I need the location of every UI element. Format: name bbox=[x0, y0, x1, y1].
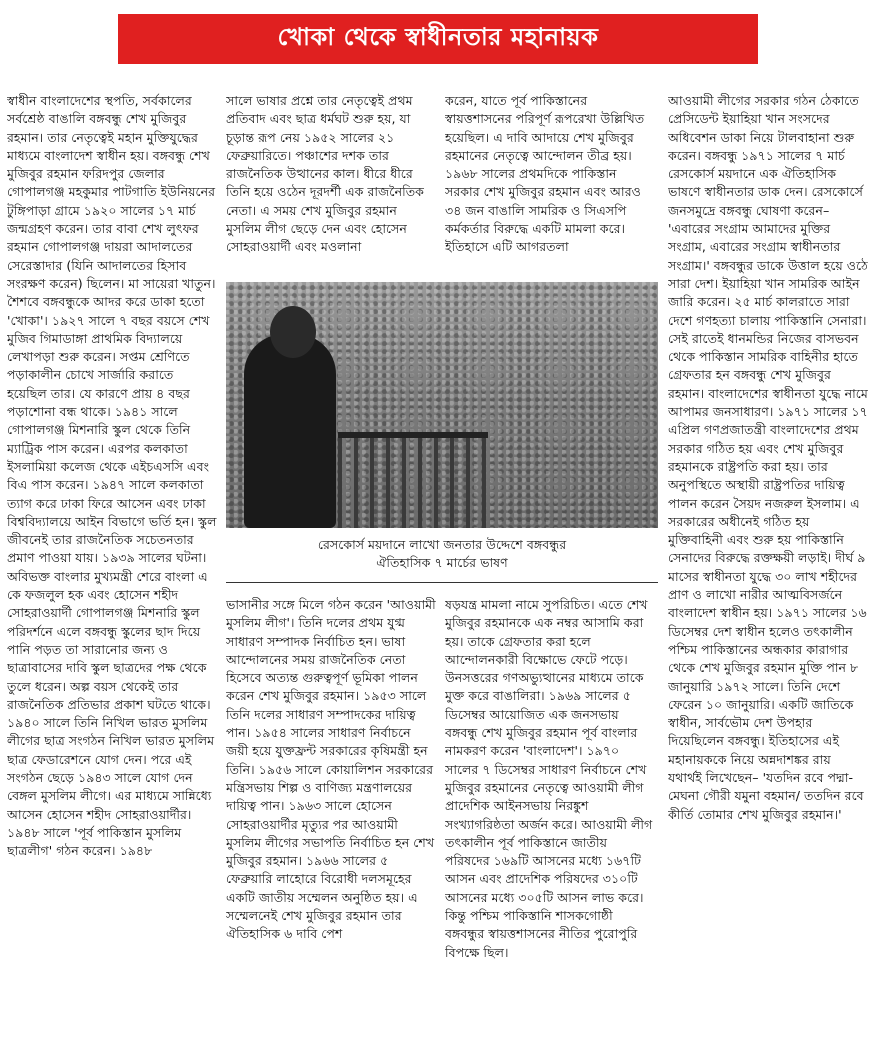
article-column-3-bottom bbox=[445, 596, 655, 1036]
column-text: আওয়ামী লীগের সরকার গঠন ঠেকাতে প্রেসিডেন্ট ইয়াহিয়া খান সংসদের অধিবেশন ডাকা নিয়ে টালবাহানা শুরু করেন। বঙ্গবন্ধু ১৯৭১ সালের ৭ মার্চ রেসকোর্স ময়দানে এক ঐতিহাসিক ভাষণে স্বাধীনতার ডাক দেন। রেসকোর্সে জনসমুদ্রে বঙ্গবন্ধু ঘোষণা করেন– 'এবারের সংগ্রাম আমাদের মুক্তির সংগ্রাম, এবারের সংগ্রাম স্বাধীনতার সংগ্রাম।' বঙ্গবন্ধুর ডাকে উত্তাল হয়ে ওঠে সারা দেশ। ইয়াহিয়া খান সামরিক আইন জারি করেন। ২৫ মার্চ কালরাতে সারা দেশে গণহত্যা চালায় পাকিস্তানি সেনারা। সেই রাতেই ধানমন্ডির নিজের বাসভবন থেকে পাকিস্তান সামরিক বাহিনীর হাতে গ্রেফতার হন বঙ্গবন্ধু শেখ মুজিবুর রহমান। বাংলাদেশের স্বাধীনতা যুদ্ধে নামে আপামর জনসাধারণ। ১৯৭১ সালের ১৭ এপ্রিল গণপ্রজাতন্ত্রী বাংলাদেশের প্রথম সরকার গঠিত হয় এবং শেখ মুজিবুর রহমানকে রাষ্ট্রপতি করা হয়। তার অনুপস্থিতে অস্থায়ী রাষ্ট্রপতির দায়িত্ব পালন করেন সৈয়দ নজরুল ইসলাম। এ সরকারের অধীনেই গঠিত হয় মুক্তিবাহিনী এবং শুরু হয় পাকিস্তানি সেনাদের বিরুদ্ধে রক্তক্ষয়ী লড়াই। দীর্ঘ ৯ মাসের স্বাধীনতা যুদ্ধে ৩০ লাখ শহীদের প্রাণ ও লাখো নারীর আত্মবিসর্জনে বাংলাদেশ স্বাধীন হয়। ১৯৭১ সালের ১৬ ডিসেম্বর দেশ স্বাধীন হলেও তৎকালীন পশ্চিম পাকিস্তানের অন্ধকার কারাগার থেকে শেখ মুজিবুর রহমান মুক্তি পান ৮ জানুয়ারি ১৯৭২ সালে। তিনি দেশে ফেরেন ১০ জানুয়ারি। একটি জাতিকে স্বাধীন, সার্বভৌম দেশ উপহার দিয়েছিলেন বঙ্গবন্ধু। ইতিহাসের এই মহানায়ককে নিয়ে অন্নদাশঙ্কর রায় যথার্থই লিখেছেন– 'যতদিন রবে পদ্মা-মেঘনা গৌরী যমুনা বহমান/ ততদিন রবে কীর্তি তোমার শেখ মুজিবুর রহমান।' bbox=[668, 93, 868, 822]
article-column-2-bottom bbox=[226, 596, 436, 1036]
article-column-3-top bbox=[445, 92, 655, 274]
column-text: ভাসানীর সঙ্গে মিলে গঠন করেন 'আওয়ামী মুসলিম লীগ'। তিনি দলের প্রথম যুগ্ম সাধারণ সম্পাদক নির্বাচিত হন। ভাষা আন্দোলনের সময় রাজনৈতিক নেতা হিসেবে অত্যন্ত গুরুত্বপূর্ণ ভূমিকা পালন করেন শেখ মুজিবুর রহমান। ১৯৫৩ সালে তিনি দলের সাধারণ সম্পাদকের দায়িত্ব পান। ১৯৫৪ সালের সাধারণ নির্বাচনে জয়ী হয়ে যুক্তফ্রন্ট সরকারের কৃষিমন্ত্রী হন তিনি। ১৯৫৬ সালে কোয়ালিশন সরকারের মন্ত্রিসভায় শিল্প ও বাণিজ্য মন্ত্রণালয়ের দায়িত্ব পান। ১৯৬৩ সালে হোসেন সোহরাওয়ার্দীর মৃত্যুর পর আওয়ামী মুসলিম লীগের সভাপতি নির্বাচিত হন শেখ মুজিবুর রহমান। ১৯৬৬ সালের ৫ ফেব্রুয়ারি লাহোরে বিরোধী দলসমূহের একটি জাতীয় সম্মেলন অনুষ্ঠিত হয়। এ সম্মেলনেই শেখ মুজিবুর রহমান তার ঐতিহাসিক ৬ দাবি পেশ bbox=[226, 597, 436, 942]
caption-divider bbox=[226, 582, 658, 583]
photo-caption bbox=[226, 536, 658, 572]
photo-caption-line-1: রেসকোর্স ময়দানে লাখো জনতার উদ্দেশে বঙ্গবন্ধুর bbox=[317, 537, 567, 552]
photo-caption-line-2: ঐতিহাসিক ৭ মার্চের ভাষণ bbox=[376, 555, 508, 570]
column-text: করেন, যাতে পূর্ব পাকিস্তানের স্বায়ত্তশাসনের পরিপূর্ণ রূপরেখা উল্লিখিত হয়েছিল। এ দাবি আদায়ে শেখ মুজিবুর রহমানের নেতৃত্বে আন্দোলন তীব্র হয়। ১৯৬৮ সালের প্রথমদিকে পাকিস্তান সরকার শেখ মুজিবুর রহমান এবং আরও ৩৪ জন বাঙালি সামরিক ও সিএসপি কর্মকর্তার বিরুদ্ধে একটি মামলা করে। ইতিহাসে এটি আগরতলা bbox=[445, 93, 645, 255]
rally-photo bbox=[226, 282, 658, 528]
column-text: সালে ভাষার প্রশ্নে তার নেতৃত্বেই প্রথম প্রতিবাদ এবং ছাত্র ধর্মঘট শুরু হয়, যা চূড়ান্ত রূপ নেয় ১৯৫২ সালের ২১ ফেব্রুয়ারিতে। পঞ্চাশের দশক তার রাজনৈতিক উত্থানের কাল। ধীরে ধীরে তিনি হয়ে ওঠেন দূরদর্শী এক রাজনৈতিক নেতা। এ সময় শেখ মুজিবুর রহমান মুসলিম লীগ ছেড়ে দেন এবং হোসেন সোহরাওয়ার্দী এবং মওলানা bbox=[226, 93, 424, 255]
headline-banner bbox=[118, 14, 758, 64]
article-column-4 bbox=[668, 92, 868, 1036]
speaker-head bbox=[270, 306, 316, 358]
headline-title: খোকা থেকে স্বাধীনতার মহানায়ক bbox=[277, 23, 599, 51]
column-text: স্বাধীন বাংলাদেশের স্থপতি, সর্বকালের সর্বশ্রেষ্ঠ বাঙালি বঙ্গবন্ধু শেখ মুজিবুর রহমান। তার নেতৃত্বেই মহান মুক্তিযুদ্ধের মাধ্যমে বাংলাদেশ স্বাধীন হয়। বঙ্গবন্ধু শেখ মুজিবুর রহমান ফরিদপুর জেলার গোপালগঞ্জ মহকুমার পাটগাতি ইউনিয়নের টুঙ্গিপাড়া গ্রামে ১৯২০ সালের ১৭ মার্চ জন্মগ্রহণ করেন। তার বাবা শেখ লুৎফর রহমান গোপালগঞ্জ দায়রা আদালতের সেরেস্তাদার (যিনি আদালতের হিসাব সংরক্ষণ করেন) ছিলেন। মা সায়েরা খাতুন। শৈশবে বঙ্গবন্ধুকে আদর করে ডাকা হতো 'খোকা'। ১৯২৭ সালে ৭ বছর বয়সে শেখ মুজিব গিমাডাঙ্গা প্রাথমিক বিদ্যালয়ে লেখাপড়া শুরু করেন। সপ্তম শ্রেণিতে পড়াকালীন চোখে সার্জারি করাতে হয়েছিল তার। যে কারণে প্রায় ৪ বছর পড়াশোনা বন্ধ থাকে। ১৯৪১ সালে গোপালগঞ্জ মিশনারি স্কুল থেকে তিনি ম্যাট্রিক পাস করেন। এরপর কলকাতা ইসলামিয়া কলেজ থেকে এইচএসসি এবং বিএ পাস করেন। ১৯৪৭ সালে কলকাতা ত্যাগ করে ঢাকা ফিরে আসেন এবং ঢাকা বিশ্ববিদ্যালয়ে আইন বিভাগে ভর্তি হন। স্কুল জীবনেই তার রাজনৈতিক সচেতনতার প্রমাণ পাওয়া যায়। ১৯৩৯ সালের ঘটনা। অবিভক্ত বাংলার মুখ্যমন্ত্রী শেরে বাংলা এ কে ফজলুল হক এবং হোসেন শহীদ সোহরাওয়ার্দী গোপালগঞ্জ মিশনারি স্কুল পরিদর্শনে এলে বঙ্গবন্ধু স্কুলের ছাদ দিয়ে পানি পড়ত তা সারানোর জন্য ও ছাত্রাবাসের দাবি স্কুল ছাত্রদের পক্ষ থেকে তুলে ধরেন। অল্প বয়স থেকেই তার রাজনৈতিক প্রতিভার প্রকাশ ঘটতে থাকে। ১৯৪০ সালে তিনি নিখিল ভারত মুসলিম লীগের ছাত্র সংগঠন নিখিল ভারত মুসলিম ছাত্র ফেডারেশনে যোগ দেন। পরে এই সংগঠন ছেড়ে ১৯৪৩ সালে যোগ দেন বেঙ্গল মুসলিম লীগে। এর মাধ্যমে সান্নিধ্যে আসেন হোসেন শহীদ সোহরাওয়ার্দীর। ১৯৪৮ সালে 'পূর্ব পাকিস্তান মুসলিম ছাত্রলীগ' গঠন করেন। ১৯৪৮ bbox=[7, 93, 217, 859]
article-column-1 bbox=[7, 92, 217, 1036]
podium-railing bbox=[338, 432, 488, 528]
article-column-2-top bbox=[226, 92, 436, 274]
speaker-silhouette bbox=[244, 334, 336, 528]
column-text: ষড়যন্ত্র মামলা নামে সুপরিচিত। এতে শেখ মুজিবুর রহমানকে এক নম্বর আসামি করা হয়। তাকে গ্রেফতার করা হলে আন্দোলনকারী বিক্ষোভে ফেটে পড়ে। উনসত্তরের গণঅভ্যুত্থানের মাধ্যমে তাকে মুক্ত করে বাঙালিরা। ১৯৬৯ সালের ৫ ডিসেম্বর আয়োজিত এক জনসভায় বঙ্গবন্ধু শেখ মুজিবুর রহমান পূর্ব বাংলার নামকরণ করেন 'বাংলাদেশ'। ১৯৭০ সালের ৭ ডিসেম্বর সাধারণ নির্বাচনে শেখ মুজিবুর রহমানের নেতৃত্বে আওয়ামী লীগ প্রাদেশিক আইনসভায় নিরঙ্কুশ সংখ্যাগরিষ্ঠতা অর্জন করে। আওয়ামী লীগ তৎকালীন পূর্ব পাকিস্তানে জাতীয় পরিষদের ১৬৯টি আসনের মধ্যে ১৬৭টি আসন এবং প্রাদেশিক পরিষদের ৩১০টি আসনের মধ্যে ৩০৫টি আসন লাভ করে। কিন্তু পশ্চিম পাকিস্তানি শাসকগোষ্ঠী বঙ্গবন্ধুর স্বায়ত্তশাসনের নীতির পুরোপুরি বিপক্ষে ছিল। bbox=[445, 597, 653, 960]
